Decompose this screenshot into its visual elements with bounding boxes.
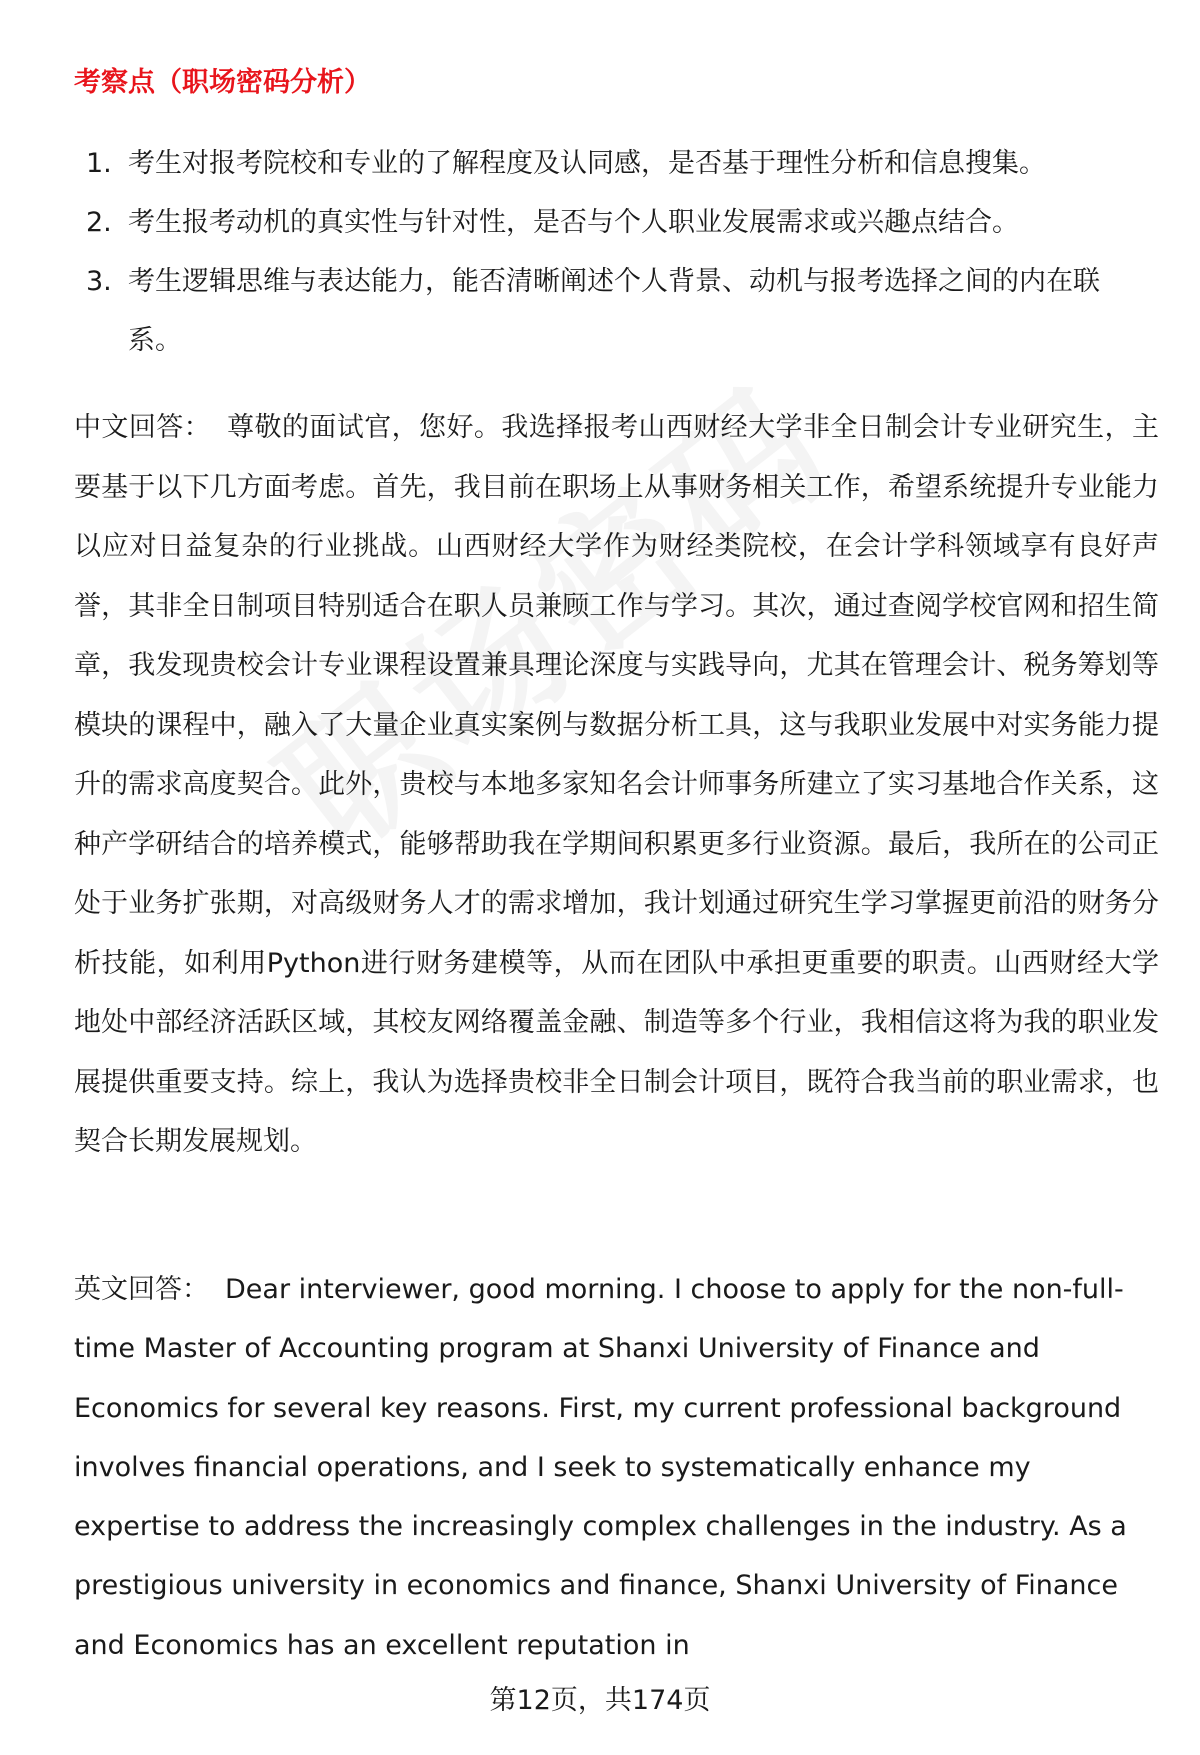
chinese-answer-text: 尊敬的面试官，您好。我选择报考山西财经大学非全日制会计专业研究生，主要基于以下几方面考虑。首先，我目前在职场上从事财务相关工作，希望系统提升专业能力以应对日益复杂的行业挑战。山西财经大学作为财经类院校，在会计学科领域享有良好声誉，其非全日制项目特别适合在职人员兼顾工作与学习。其次，通过查阅学校官网和招生简章，我发现贵校会计专业课程设置兼具理论深度与实践导向，尤其在管理会计、税务筹划等模块的课程中，融入了大量企业真实案例与数据分析工具，这与我职业发展中对实务能力提升的需求高度契合。此外，贵校与本地多家知名会计师事务所建立了实习基地合作关系，这种产学研结合的培养模式，能够帮助我在学期间积累更多行业资源。最后，我所在的公司正处于业务扩张期，对高级财务人才的需求增加，我计划通过研究生学习掌握更前沿的财务分析技能，如利用Python进行财务建模等，从而在团队中承担更重要的职责。山西财经大学地处中部经济活跃区域，其校友网络覆盖金融、制造等多个行业，我相信这将为我的职业发展提供重要支持。综上，我认为选择贵校非全日制会计项目，既符合我当前的职业需求，也契合长期发展规划。 [74,412,1160,1157]
list-item-text: 考生对报考院校和专业的了解程度及认同感，是否基于理性分析和信息搜集。 [128,148,1046,179]
list-item-number: 3. [86,266,112,297]
english-answer-label: 英文回答： [74,1274,209,1305]
list-item-number: 2. [86,207,112,238]
list-item [74,134,1149,193]
list-item [74,193,1149,252]
list-item-text: 考生报考动机的真实性与针对性，是否与个人职业发展需求或兴趣点结合。 [128,207,1019,238]
evaluation-points-list [74,134,1149,370]
page-number: 第12页，共174页 [489,1685,711,1716]
list-item [74,252,1149,370]
chinese-answer-label: 中文回答： [74,412,212,443]
list-item-text: 考生逻辑思维与表达能力，能否清晰阐述个人背景、动机与报考选择之间的内在联系。 [128,266,1100,356]
chinese-answer-paragraph [74,398,1159,1172]
english-answer-paragraph [74,1260,1154,1675]
list-item-number: 1. [86,148,112,179]
section-title: 考察点（职场密码分析） [74,67,371,98]
english-answer-text: Dear interviewer, good morning. I choose to apply for the non-full-time Master of Accounting program at Shanxi University of Finance and Economics for several key reasons. First, my current professional background involves financial operations, and I seek to systematically enhance my expertise to address the increasingly complex challenges in the industry. As a prestigious university in economics and finance, Shanxi University of Finance and Economics has an excellent reputation in [74,1274,1127,1661]
